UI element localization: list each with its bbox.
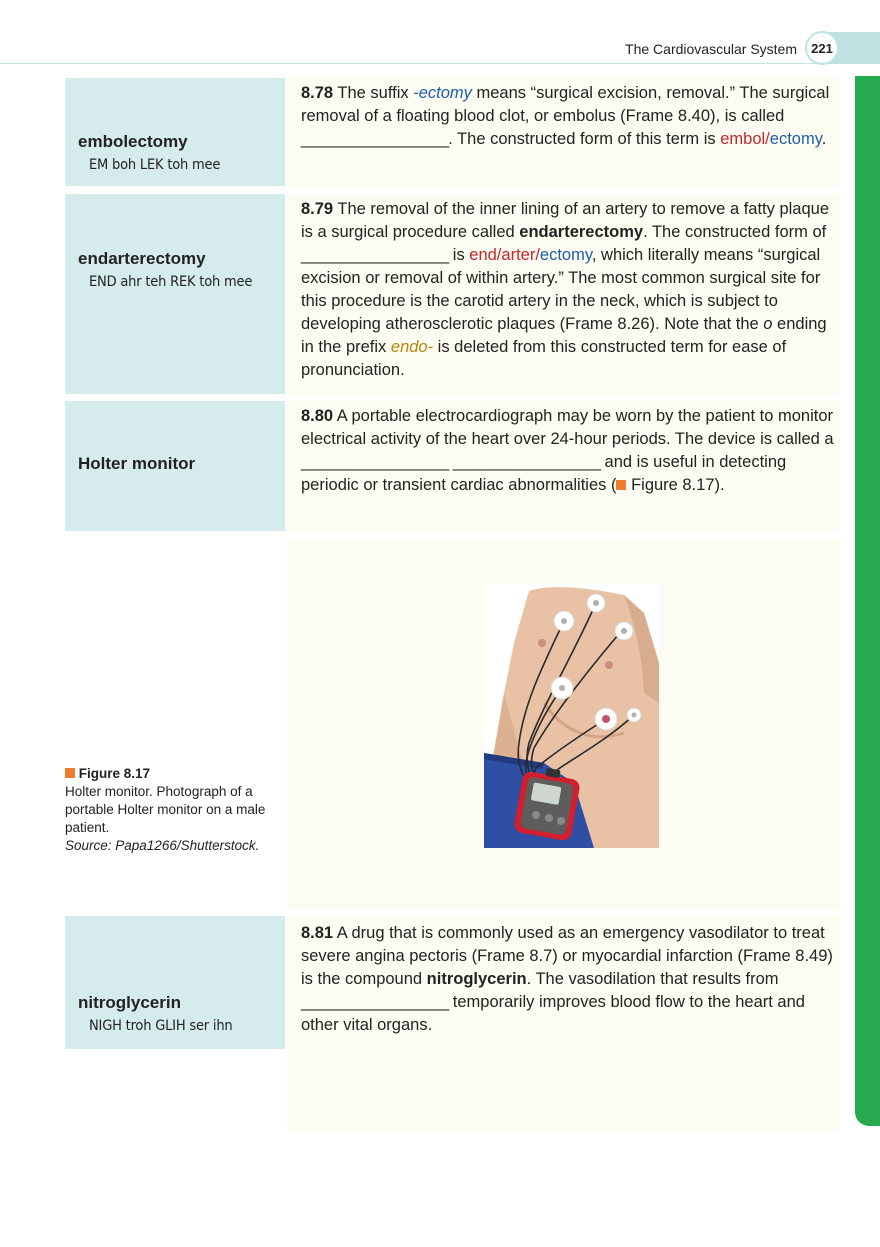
word-part-suffix: ectomy (769, 130, 822, 148)
pronunciation: NIGH troh GLIH ser ihn (89, 1018, 233, 1034)
term: embolectomy (78, 132, 188, 151)
frame-text: ). (714, 476, 725, 494)
frame-text: The suffix (333, 84, 414, 102)
frame-text: is deleted from this constructed term for ease of pronunciation. (301, 338, 787, 379)
chapter-side-bar (855, 76, 880, 1126)
frame-number: 8.80 (301, 407, 334, 425)
figure-marker-icon (616, 480, 626, 490)
suffix-term: -ectomy (413, 84, 472, 102)
pronunciation: END ahr teh REK toh mee (89, 274, 253, 290)
answer-blank[interactable]: __________________ (452, 453, 600, 471)
frame-8-81 (301, 922, 836, 1037)
frame-number: 8.78 (301, 84, 334, 102)
term-box-embolectomy (65, 78, 285, 186)
bold-term: endarterectomy (519, 223, 644, 241)
word-part-suffix: ectomy (539, 246, 592, 264)
figure-marker-icon (65, 768, 75, 778)
holter-monitor-photo (484, 583, 659, 848)
frame-text: . (821, 130, 827, 148)
term-box-nitroglycerin (65, 916, 285, 1049)
frame-8-78 (301, 82, 836, 151)
pronunciation: EM boh LEK toh mee (89, 157, 221, 173)
prefix-term: endo- (390, 338, 434, 356)
frame-text: ending in the prefix (301, 315, 827, 356)
header-rule (0, 63, 840, 64)
term: endarterectomy (78, 249, 206, 268)
frame-number: 8.79 (301, 200, 334, 218)
frame-8-80 (301, 405, 836, 497)
figure-caption (65, 765, 295, 855)
answer-blank[interactable]: __________________ (301, 246, 449, 264)
frame-text: A drug that is commonly used as an emergency vasodilator to treat severe angina pectoris (Frame 8.7) or myocardial infarction (Frame 8.49) is the compound (301, 924, 833, 988)
frame-8-79 (301, 198, 836, 382)
frame-text: means “surgical excision, removal.” The surgical removal of a floating blood clot, or embolus (Frame 8.40), is called (301, 84, 830, 125)
frame-text: A portable electrocardiograph may be worn by the patient to monitor electrical activity of the heart over 24-hour periods. The device is called a (301, 407, 834, 448)
term-box-holter-monitor (65, 401, 285, 531)
frame-text: . The constructed form of (643, 223, 827, 241)
term: nitroglycerin (78, 993, 181, 1012)
answer-blank[interactable]: __________________ (301, 993, 449, 1011)
word-part-roots: end/arter/ (469, 246, 540, 264)
frame-text: The removal of the inner lining of an artery to remove a fatty plaque is a surgical procedure called (301, 200, 830, 241)
figure-source: Source: Papa1266/Shutterstock. (65, 838, 260, 853)
chapter-title: The Cardiovascular System (625, 41, 797, 57)
term: Holter monitor (78, 454, 196, 473)
word-part-root: embol/ (720, 130, 770, 148)
bold-term: nitroglycerin (426, 970, 527, 988)
frame-text: . The vasodilation that results from (526, 970, 779, 988)
frame-text: . The constructed form of this term is (448, 130, 721, 148)
answer-blank[interactable]: __________________ (301, 130, 449, 148)
frame-number: 8.81 (301, 924, 334, 942)
frame-text: and is useful in detecting periodic or transient cardiac abnormalities ( (301, 453, 787, 494)
frame-text: , which literally means “surgical excision or removal of within artery.” The most common surgical site for this procedure is the carotid artery in the neck, which is subject to developing atherosclerotic plaques (Frame 8.26). Note that the (301, 246, 821, 333)
italic-letter: o (763, 315, 773, 333)
frame-text: temporarily improves blood flow to the heart and other vital organs. (301, 993, 805, 1034)
term-box-endarterectomy (65, 194, 285, 394)
holter-monitor-illustration (484, 583, 659, 848)
frame-text: is (448, 246, 470, 264)
figure-caption-text: Holter monitor. Photograph of a portable Holter monitor on a male patient. (65, 784, 266, 835)
figure-reference[interactable]: Figure 8.17 (631, 476, 715, 494)
figure-label: Figure 8.17 (78, 766, 151, 781)
answer-blank[interactable]: __________________ (301, 453, 449, 471)
page-number: 221 (805, 31, 839, 65)
